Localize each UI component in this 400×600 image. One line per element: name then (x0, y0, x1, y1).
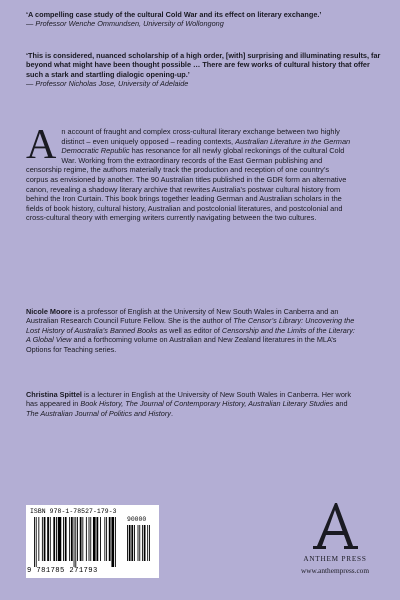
bio-spittel-text-3: . (170, 408, 173, 418)
barcode-addon-digits: 90000 (127, 516, 147, 523)
drop-cap: A (26, 122, 57, 168)
publisher-website-link[interactable]: www.anthempress.com (300, 566, 370, 575)
publisher-name: ANTHEM PRESS (303, 555, 367, 563)
bio-moore-title-1: The Censor’s Library: Uncovering the Lost History of Australia’s Banned Books (26, 316, 355, 335)
author-bio-spittel (26, 390, 356, 418)
bio-moore-text-3: and a forthcoming volume on Australian and New Zealand literatures in the MLA’s Options for Teaching series. (26, 335, 337, 354)
bio-moore-text-1: is a professor of English at the University of New South Wales in Canberra and an Australian Research Council Future Fellow. She is the author of (26, 307, 339, 326)
barcode (26, 505, 159, 578)
bio-spittel-journal-last: The Australian Journal of Politics and History (26, 408, 171, 418)
quote-1-text: ‘A compelling case study of the cultural Cold War and its effect on literary exchange.’ (26, 10, 322, 19)
author-bio-moore (26, 307, 356, 354)
description-text-2: has resonance for all newly global reckonings of the cultural Cold War. Working from the extraordinary records of the East German publishing and censorship regime, the authors materially track the production and reception of one country’s corpus as envisioned by another. The 90 Australian titles published in the GDR form an alternative canon, revealing a shadowy literary archive that rewrites Australia’s postwar cultural history from behind the Iron Curtain. This book brings together leading German and Australian scholars in the fields of book history, cultural history, Australian and postcolonial literatures, and postcolonial and cross-cultural theory with emerging writers currently navigating between the two cultures. (26, 146, 347, 223)
quote-2-text: ‘This is considered, nuanced scholarship of a high order, [with] surprising and illuminating results, far beyond what might have been thought possible … There are few works of cultural history that offer such a stark and startling dialogic opening-up.’ (26, 51, 381, 79)
author-name-spittel: Christina Spittel (26, 390, 82, 399)
bio-moore-title-2: Censorship and the Limits of the Literary: A Global View (26, 325, 355, 345)
barcode-digits: 9 781785 271793 (27, 567, 98, 575)
isbn-label: ISBN 978-1-78527-179-3 (30, 508, 117, 515)
quote-1-attribution: — Professor Wenche Ommundsen, University of Wollongong (26, 19, 224, 29)
quote-2 (26, 51, 382, 88)
anthem-a-logo-icon (308, 502, 362, 552)
bio-moore-text-2: as well as editor of (157, 325, 222, 335)
barcode-bars (34, 517, 122, 567)
author-name-moore: Nicole Moore (26, 307, 72, 316)
book-title-italic: Australian Literature in the German Democratic Republic (61, 136, 351, 156)
quote-1 (26, 10, 382, 29)
bio-spittel-text-2: and (333, 399, 348, 409)
barcode-addon-bars (127, 525, 156, 567)
book-description (26, 122, 352, 223)
description-text-1: n account of fraught and complex cross-cultural literary exchange between two highly distinct – even uniquely opposed – reading contexts, (61, 127, 340, 146)
bio-spittel-journals: Book History, The Journal of Contemporary History, Australian Literary Studies (80, 399, 334, 409)
quote-2-attribution: — Professor Nicholas Jose, University of Adelaide (26, 78, 189, 88)
bio-spittel-text-1: is a lecturer in English at the University of New South Wales in Canberra. Her work has appeared in (26, 390, 351, 409)
